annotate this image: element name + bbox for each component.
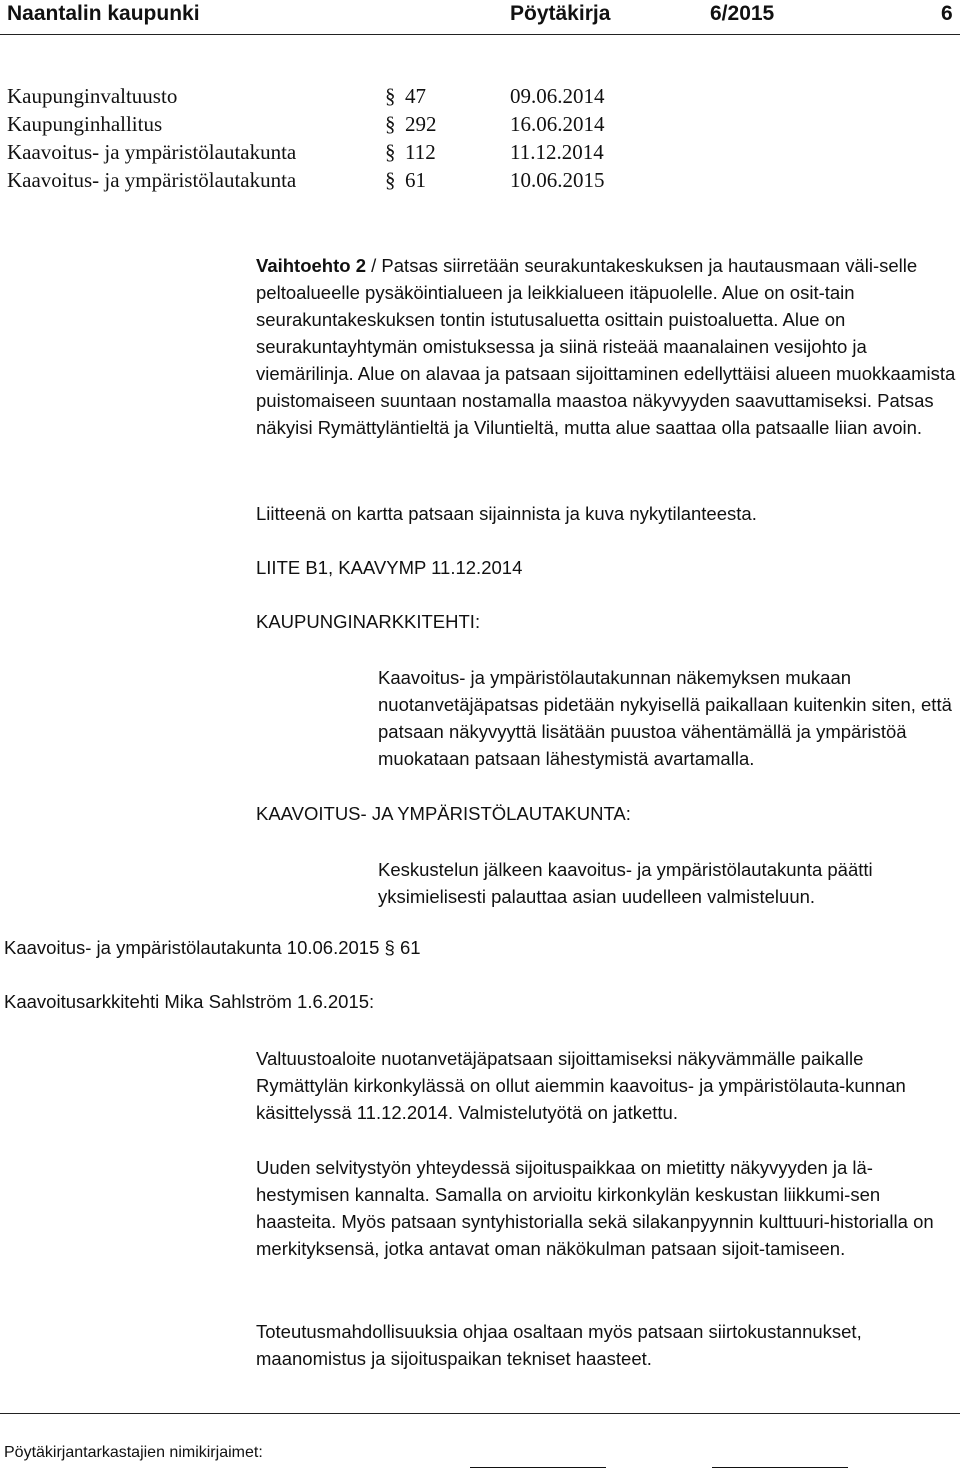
reference-row: [7, 82, 907, 110]
reference-number: 292: [405, 112, 437, 136]
signature-line: [712, 1467, 848, 1468]
issue-number: 6/2015: [710, 2, 775, 25]
signature-line: [470, 1467, 606, 1468]
document-type: Pöytäkirja: [510, 2, 611, 25]
reference-body: Kaupunginhallitus: [7, 112, 163, 136]
signatures-label: Pöytäkirjantarkastajien nimikirjaimet:: [4, 1444, 263, 1461]
reference-date: 10.06.2015: [510, 168, 605, 192]
reference-date: 09.06.2014: [510, 84, 605, 108]
reference-row: [7, 138, 907, 166]
footer-rule: [0, 1413, 960, 1414]
section-sign: §: [385, 140, 396, 164]
reference-body: Kaupunginvaltuusto: [7, 84, 178, 108]
reference-number: 61: [405, 168, 426, 192]
reference-body: Kaavoitus- ja ympäristölautakunta: [7, 168, 297, 192]
body-paragraph: Uuden selvitystyön yhteydessä sijoituspaikkaa on mietitty näkyvyyden ja lä-hestymisen kannalta. Samalla on arvioitu kirkonkylän keskustan liikkumi-sen haasteita. Myös patsaan syntyhistorialla sekä silakanpyynnin kulttuuri-historialla on merkityksensä, jotka antavat oman näkökulman patsaan sijoit-tamiseen.: [256, 1157, 934, 1259]
reference-row: [7, 166, 907, 194]
option2-text: / Patsas siirretään seurakuntakeskuksen ja hautausmaan väli-selle peltoalueelle pysäköintialueen ja leikkialueen itäpuolelle. Alue on osit-tain seurakuntakeskuksen tontin istutusaluetta osittain puistoaluetta. Alue on seurakuntayhtymän omistuksessa ja siinä risteää maanalainen vesijohto ja viemärilinja. Alue on alavaa ja patsaan sijoittaminen edellyttäisi alueen muokkaamista puistomaiseen suuntaan nostamalla maastoa näkyvyyden saavuttamiseksi. Patsas näkyisi Rymättyläntieltä ja Viluntieltä, mutta alue saattaa olla patsaalle liian avoin.: [256, 255, 956, 438]
city-name: Naantalin kaupunki: [7, 2, 200, 25]
section-sign: §: [385, 84, 396, 108]
body-paragraph: Toteutusmahdollisuuksia ohjaa osaltaan myös patsaan siirtokustannukset, maanomistus ja sijoituspaikan tekniset haasteet.: [256, 1321, 862, 1369]
reference-body: Kaavoitus- ja ympäristölautakunta: [7, 140, 297, 164]
page-number: 6: [941, 2, 953, 25]
reference-number: 112: [405, 140, 436, 164]
references: [7, 82, 907, 194]
header-rule: [0, 34, 960, 35]
architect-statement: Kaavoitus- ja ympäristölautakunnan näkemyksen mukaan nuotanvetäjäpatsas pidetään nykyisellä paikallaan kuitenkin siten, että patsaan näkyvyyttä lisätään puustoa vähentämällä ja ympäristöä muokataan patsaan lähestymistä avartamalla.: [378, 667, 952, 769]
reference-number: 47: [405, 84, 426, 108]
board-decision: Keskustelun jälkeen kaavoitus- ja ympäristölautakunta päätti yksimielisesti palauttaa asian uudelleen valmisteluun.: [378, 859, 873, 907]
architect-heading: KAUPUNGINARKKITEHTI:: [256, 611, 481, 632]
option2-paragraph: [256, 252, 956, 441]
attachment-note: Liitteenä on kartta patsaan sijainnista ja kuva nykytilanteesta.: [256, 503, 757, 524]
reference-date: 16.06.2014: [510, 112, 605, 136]
section-sign: §: [385, 168, 396, 192]
board-heading: KAAVOITUS- JA YMPÄRISTÖLAUTAKUNTA:: [256, 803, 631, 824]
reference-date: 11.12.2014: [510, 140, 604, 164]
body-paragraph: Valtuustoaloite nuotanvetäjäpatsaan sijoittamiseksi näkyvämmälle paikalle Rymättylän kirkonkylässä on ollut aiemmin kaavoitus- ja ympäristölauta-kunnan käsittelyssä 11.12.2014. Valmistelutyötä on jatkettu.: [256, 1048, 906, 1123]
reference-row: [7, 110, 907, 138]
preparer-line: Kaavoitusarkkitehti Mika Sahlström 1.6.2015:: [4, 991, 375, 1012]
meeting-reference: Kaavoitus- ja ympäristölautakunta 10.06.2015 § 61: [4, 937, 421, 958]
option2-title: Vaihtoehto 2: [256, 255, 366, 276]
attachment-reference: LIITE B1, KAAVYMP 11.12.2014: [256, 557, 523, 578]
section-sign: §: [385, 112, 396, 136]
